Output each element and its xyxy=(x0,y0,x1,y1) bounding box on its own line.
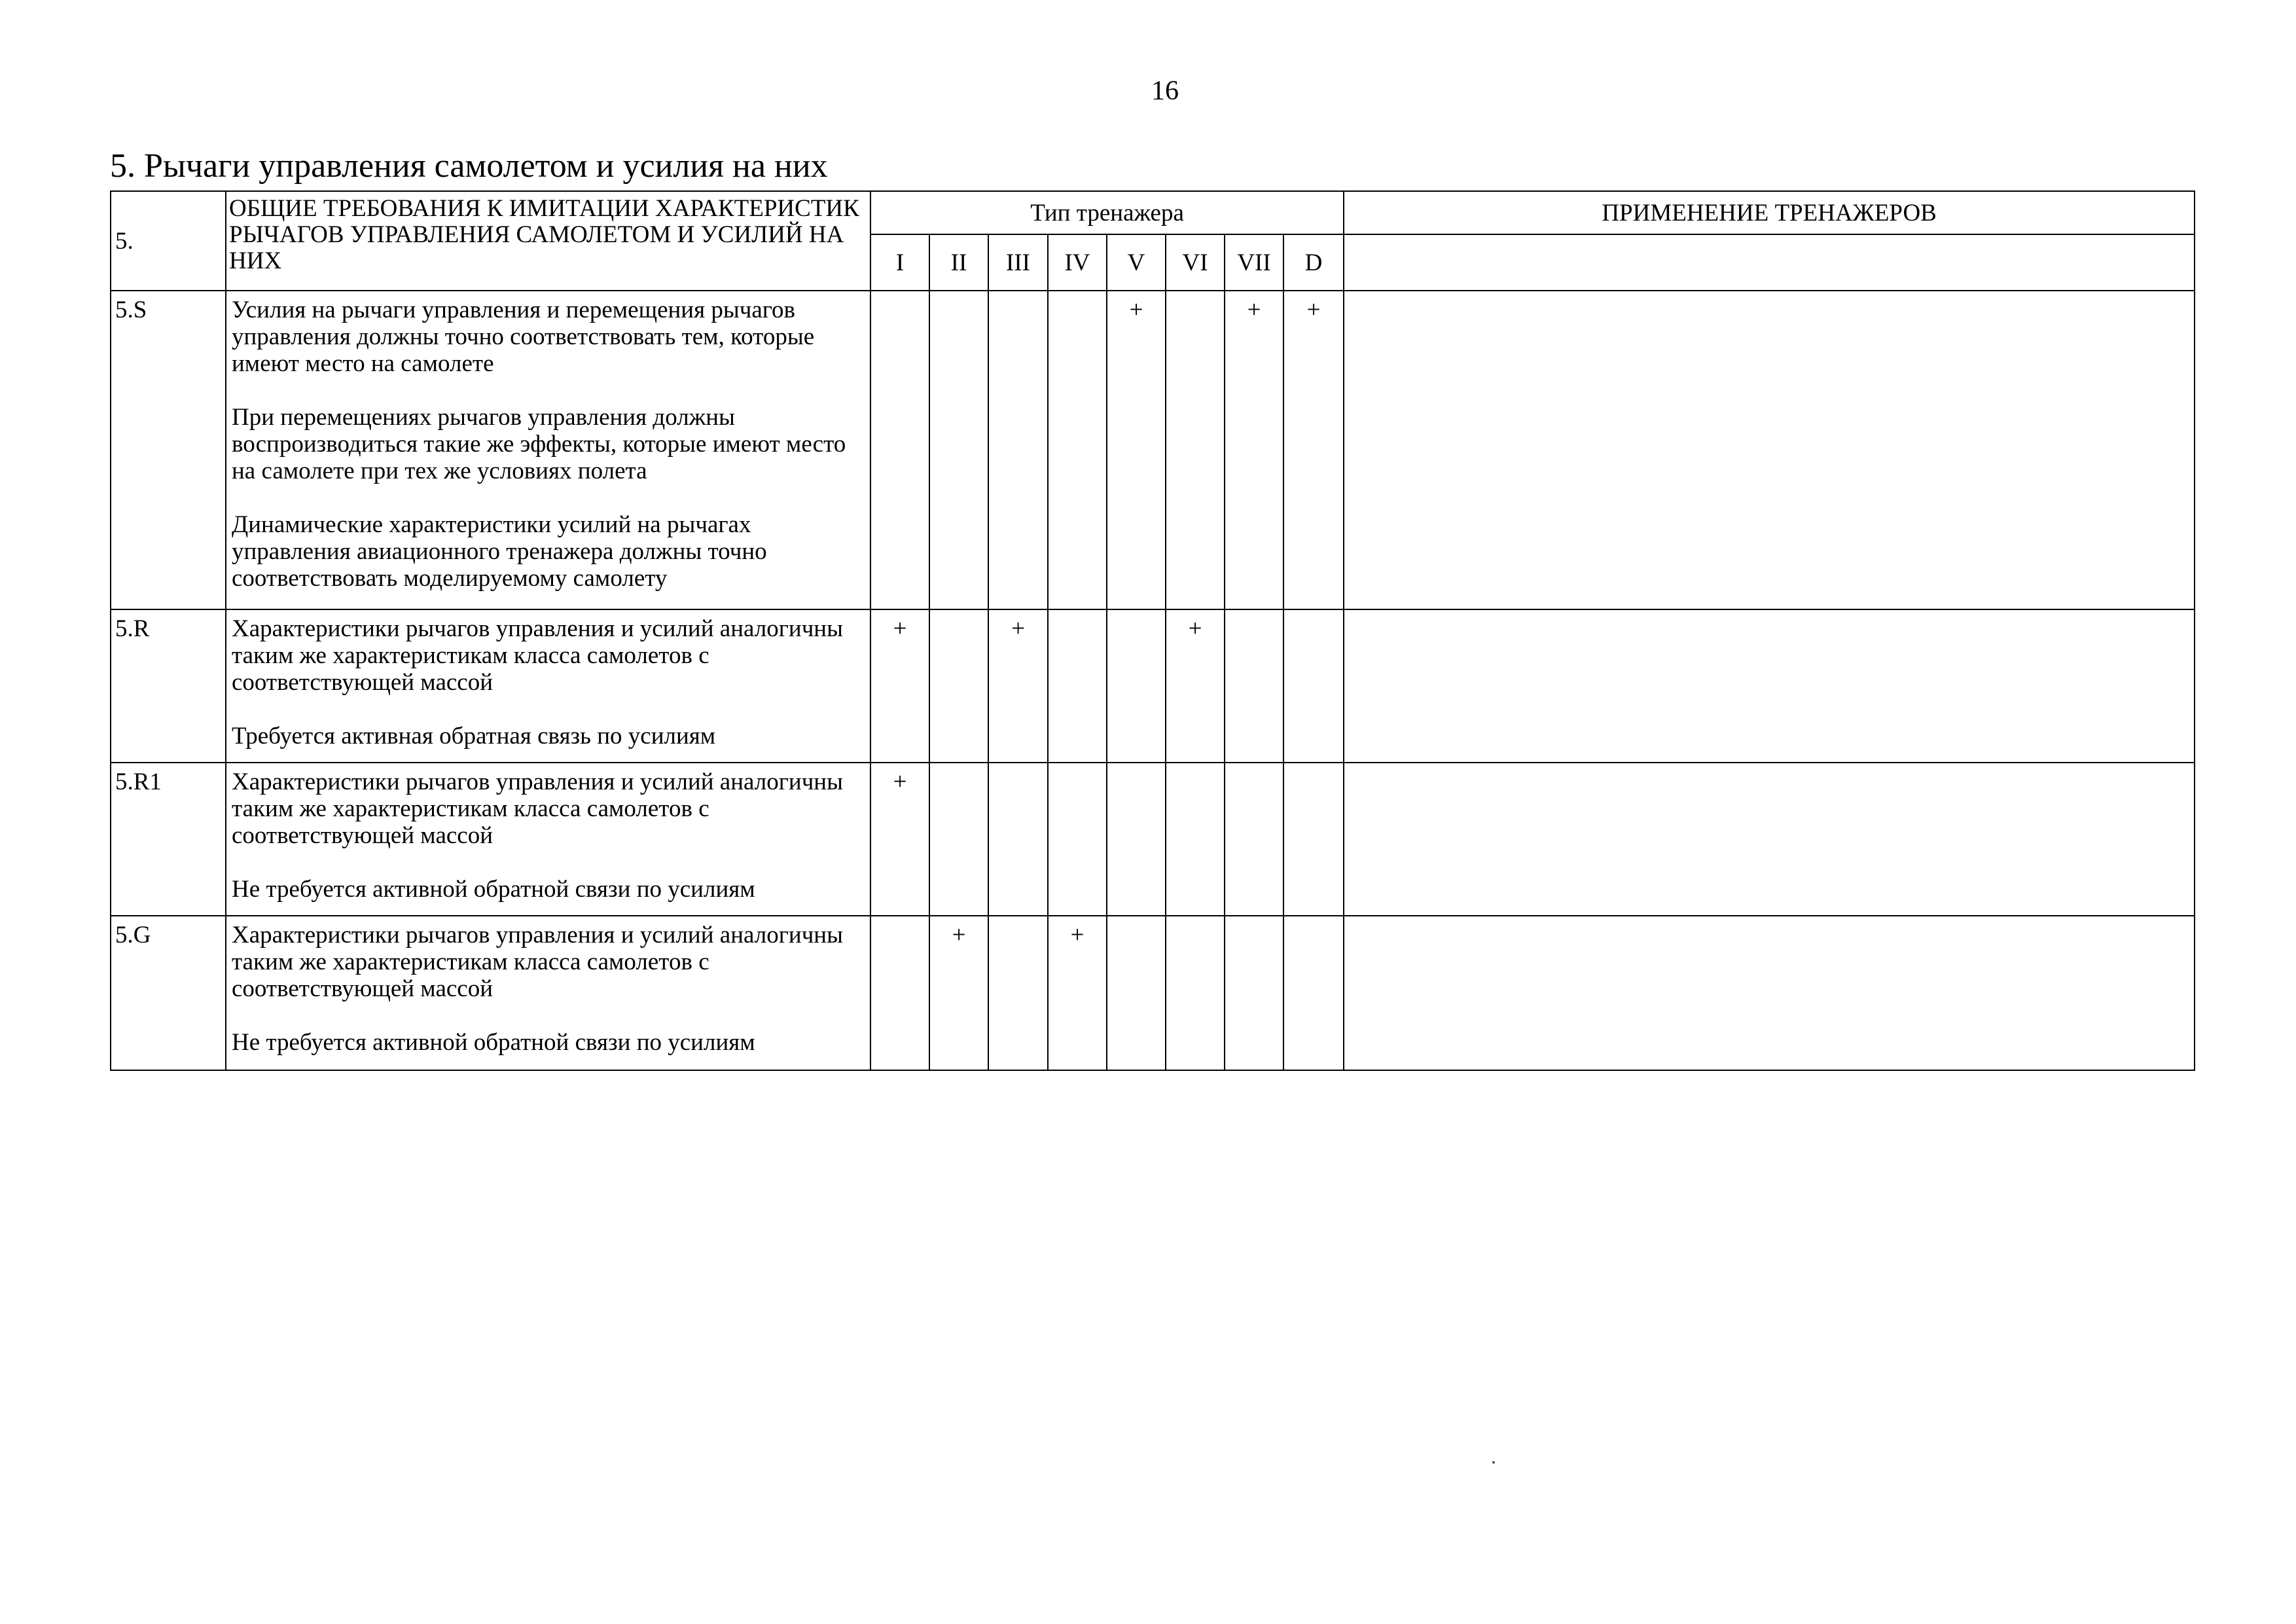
row-paragraph: Динамические характеристики усилий на рычагах управления авиационного тренажера должны точно соответствовать моделируемому самолету xyxy=(232,511,767,592)
header-type-ii: II xyxy=(929,234,988,291)
mark-type-vii xyxy=(1225,763,1283,916)
mark-type-ii xyxy=(929,609,988,763)
stray-dot xyxy=(1492,1461,1495,1464)
mark-type-vi xyxy=(1166,291,1225,609)
mark-type-v xyxy=(1107,763,1166,916)
mark-type-i xyxy=(870,291,929,609)
mark-type-ii xyxy=(929,291,988,609)
header-application: ПРИМЕНЕНИЕ ТРЕНАЖЕРОВ xyxy=(1344,191,2195,234)
mark-type-d xyxy=(1283,609,1344,763)
mark-type-i: + xyxy=(870,609,929,763)
row-description xyxy=(226,916,870,1070)
mark-type-iii xyxy=(988,763,1048,916)
header-type-i: I xyxy=(870,234,929,291)
page-number: 16 xyxy=(1151,76,1179,106)
mark-type-d xyxy=(1283,916,1344,1070)
row-description xyxy=(226,609,870,763)
header-type-vii: VII xyxy=(1225,234,1283,291)
mark-type-vi xyxy=(1166,916,1225,1070)
mark-type-iv xyxy=(1048,763,1107,916)
mark-type-ii: + xyxy=(929,916,988,1070)
row-code: 5.R1 xyxy=(111,763,226,916)
row-application xyxy=(1344,763,2195,916)
header-type-d: D xyxy=(1283,234,1344,291)
header-type-v: V xyxy=(1107,234,1166,291)
section-title: 5. Рычаги управления самолетом и усилия на них xyxy=(110,147,828,185)
row-application xyxy=(1344,916,2195,1070)
mark-type-iii xyxy=(988,916,1048,1070)
mark-type-i: + xyxy=(870,763,929,916)
row-paragraph: Требуется активная обратная связь по усилиям xyxy=(232,723,716,749)
row-code: 5.R xyxy=(111,609,226,763)
row-paragraph: При перемещениях рычагов управления должны воспроизводиться такие же эффекты, которые имеют место на самолете при тех же условиях полета xyxy=(232,404,846,484)
row-paragraph: Не требуется активной обратной связи по усилиям xyxy=(232,1029,755,1056)
mark-type-i xyxy=(870,916,929,1070)
header-trainer-type: Тип тренажера xyxy=(870,191,1344,234)
row-paragraph: Характеристики рычагов управления и усилий аналогичны таким же характеристикам класса самолетов с соответствующей массой xyxy=(232,768,843,849)
row-application xyxy=(1344,291,2195,609)
mark-type-iii xyxy=(988,291,1048,609)
table-row xyxy=(111,763,2195,916)
mark-type-vii xyxy=(1225,609,1283,763)
row-paragraph: Усилия на рычаги управления и перемещения рычагов управления должны точно соответствовать тем, которые имеют место на самолете xyxy=(232,297,815,377)
row-application xyxy=(1344,609,2195,763)
row-code: 5.S xyxy=(111,291,226,609)
mark-type-vii: + xyxy=(1225,291,1283,609)
row-paragraph: Характеристики рычагов управления и усилий аналогичны таким же характеристикам класса самолетов с соответствующей массой xyxy=(232,615,843,696)
header-type-iii: III xyxy=(988,234,1048,291)
mark-type-iv: + xyxy=(1048,916,1107,1070)
mark-type-d: + xyxy=(1283,291,1344,609)
table-row xyxy=(111,291,2195,609)
requirements-table xyxy=(110,190,2195,1071)
mark-type-v xyxy=(1107,609,1166,763)
header-application-empty xyxy=(1344,234,2195,291)
header-requirements: ОБЩИЕ ТРЕБОВАНИЯ К ИМИТАЦИИ ХАРАКТЕРИСТИК РЫЧАГОВ УПРАВЛЕНИЯ САМОЛЕТОМ И УСИЛИЙ НА НИХ xyxy=(226,191,870,291)
mark-type-vii xyxy=(1225,916,1283,1070)
mark-type-vi xyxy=(1166,763,1225,916)
table-row xyxy=(111,916,2195,1070)
mark-type-d xyxy=(1283,763,1344,916)
header-type-iv: IV xyxy=(1048,234,1107,291)
mark-type-iv xyxy=(1048,609,1107,763)
mark-type-ii xyxy=(929,763,988,916)
row-description xyxy=(226,763,870,916)
mark-type-v xyxy=(1107,916,1166,1070)
table-header-row xyxy=(111,191,2195,234)
mark-type-v: + xyxy=(1107,291,1166,609)
table-row xyxy=(111,609,2195,763)
mark-type-vi: + xyxy=(1166,609,1225,763)
mark-type-iv xyxy=(1048,291,1107,609)
row-description xyxy=(226,291,870,609)
mark-type-iii: + xyxy=(988,609,1048,763)
header-type-vi: VI xyxy=(1166,234,1225,291)
row-code: 5.G xyxy=(111,916,226,1070)
row-paragraph: Не требуется активной обратной связи по усилиям xyxy=(232,876,755,903)
row-paragraph: Характеристики рычагов управления и усилий аналогичны таким же характеристикам класса самолетов с соответствующей массой xyxy=(232,922,843,1002)
header-section-number: 5. xyxy=(111,191,226,291)
